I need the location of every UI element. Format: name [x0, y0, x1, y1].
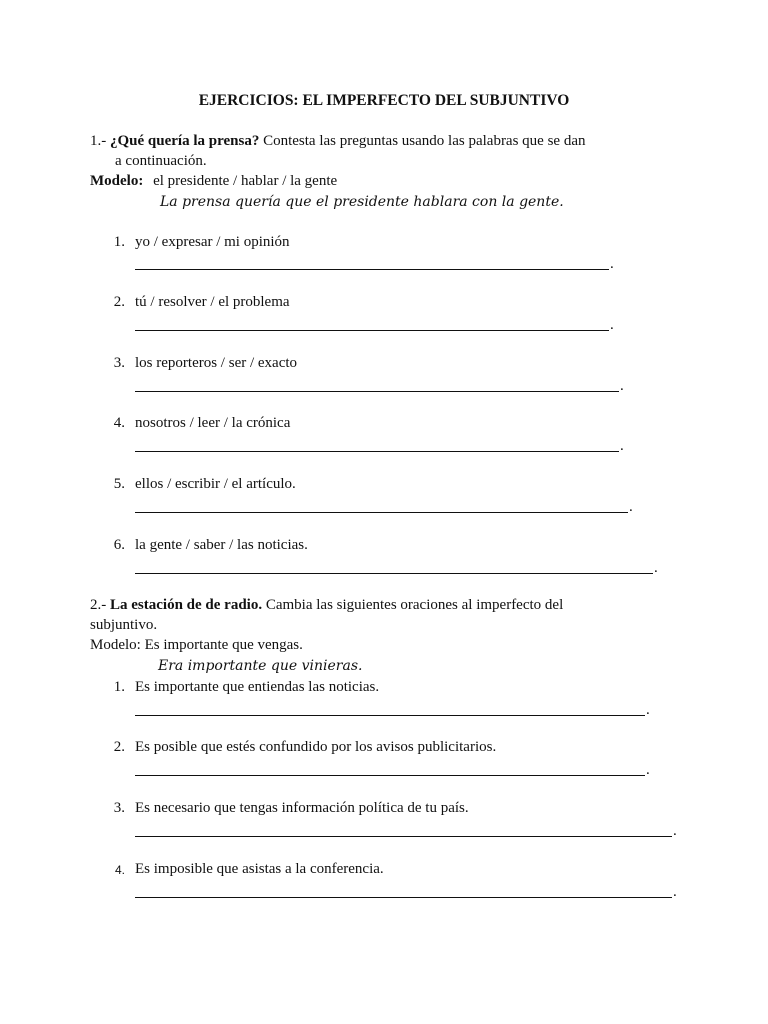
- section2-model-prompt: Es importante que vengas.: [144, 637, 303, 653]
- answer-line[interactable]: [135, 512, 628, 513]
- section1-instruction: Contesta las preguntas usando las palabras que se dan: [263, 133, 586, 149]
- page-title: EJERCICIOS: EL IMPERFECTO DEL SUBJUNTIVO: [198, 92, 570, 109]
- answer-period: .: [646, 702, 650, 718]
- item-number: 1.: [113, 234, 125, 250]
- section2-instruction-cont: subjuntivo.: [90, 617, 158, 633]
- item-number: 2.: [113, 294, 125, 310]
- section1-model-label: Modelo:: [90, 173, 144, 189]
- answer-line[interactable]: [135, 451, 619, 452]
- answer-line[interactable]: [135, 573, 653, 574]
- section2-heading-line: [90, 597, 563, 614]
- section1-heading-line: [90, 133, 586, 150]
- section1-instruction-cont: a continuación.: [115, 153, 207, 169]
- section2-number: 2.-: [90, 597, 107, 613]
- answer-period: .: [654, 560, 658, 576]
- section1-model-answer: La prensa quería que el presidente hablara con la gente.: [160, 194, 564, 210]
- item-number: 2.: [113, 739, 125, 755]
- answer-period: .: [646, 762, 650, 778]
- answer-line[interactable]: [135, 715, 645, 716]
- answer-period: .: [610, 317, 614, 333]
- answer-period: .: [610, 256, 614, 272]
- item-prompt: yo / expresar / mi opinión: [135, 234, 290, 250]
- section2-model-answer: Era importante que vinieras.: [158, 658, 363, 674]
- item-prompt: nosotros / leer / la crónica: [135, 415, 291, 431]
- section1-model: [90, 173, 337, 190]
- answer-line[interactable]: [135, 391, 619, 392]
- item-number: 3.: [113, 800, 125, 816]
- answer-period: .: [620, 378, 624, 394]
- answer-line[interactable]: [135, 269, 609, 270]
- item-number: 4.: [113, 415, 125, 431]
- section2-instruction: Cambia las siguientes oraciones al imperfecto del: [265, 597, 564, 613]
- item-number: 1.: [113, 679, 125, 695]
- item-number: 4.: [114, 863, 125, 877]
- answer-line[interactable]: [135, 897, 672, 898]
- answer-line[interactable]: [135, 836, 672, 837]
- item-prompt: la gente / saber / las noticias.: [135, 537, 308, 553]
- item-prompt: los reporteros / ser / exacto: [135, 355, 298, 371]
- section2-model-label: Modelo:: [90, 637, 141, 653]
- item-prompt: ellos / escribir / el artículo.: [135, 476, 296, 492]
- item-prompt: Es imposible que asistas a la conferencia.: [135, 861, 384, 877]
- item-prompt: Es necesario que tengas información política de tu país.: [135, 800, 469, 816]
- item-prompt: tú / resolver / el problema: [135, 294, 290, 310]
- answer-period: .: [629, 499, 633, 515]
- section1-number: 1.-: [90, 133, 107, 149]
- item-number: 6.: [113, 537, 125, 553]
- item-number: 5.: [113, 476, 125, 492]
- answer-period: .: [673, 884, 677, 900]
- answer-period: .: [673, 823, 677, 839]
- section1-model-prompt: el presidente / hablar / la gente: [153, 173, 338, 189]
- answer-period: .: [620, 438, 624, 454]
- answer-line[interactable]: [135, 775, 645, 776]
- item-prompt: Es importante que entiendas las noticias.: [135, 679, 380, 695]
- answer-line[interactable]: [135, 330, 609, 331]
- section2-model: [90, 637, 303, 654]
- section1-heading: ¿Qué quería la prensa?: [110, 133, 260, 149]
- item-number: 3.: [113, 355, 125, 371]
- item-prompt: Es posible que estés confundido por los avisos publicitarios.: [135, 739, 497, 755]
- section2-heading: La estación de de radio.: [110, 597, 263, 613]
